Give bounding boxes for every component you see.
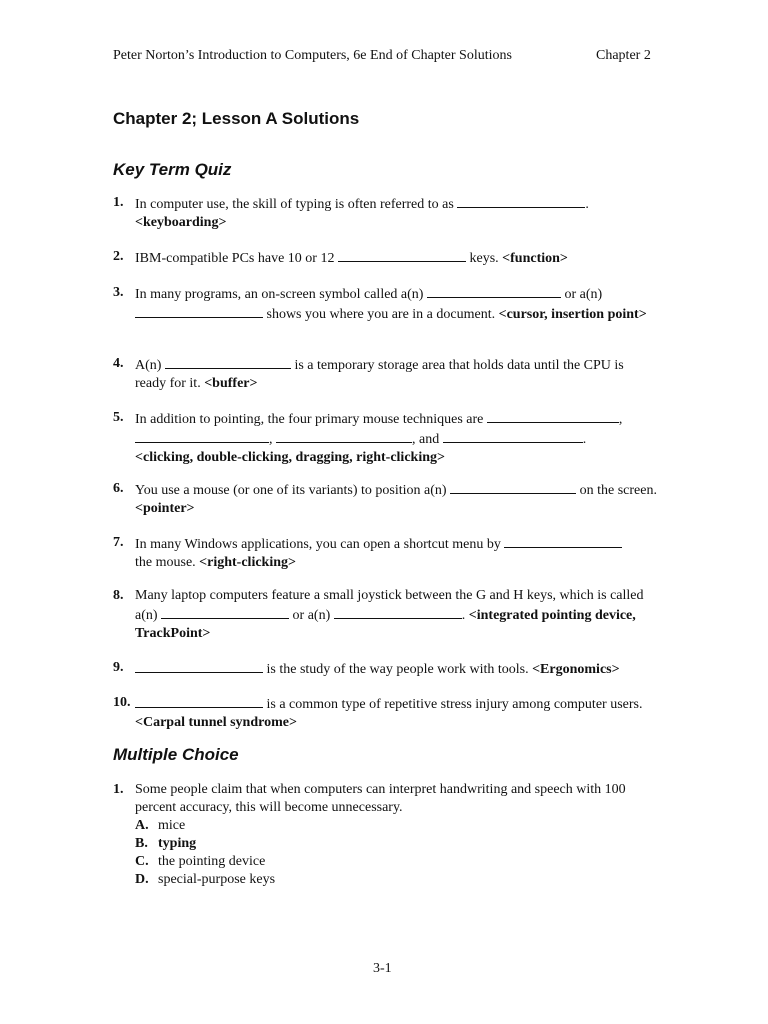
- page-number: 3-1: [373, 961, 392, 976]
- quiz-item: [113, 355, 658, 393]
- question-number: 1.: [113, 782, 124, 797]
- quiz-item-text: on the screen.: [579, 483, 657, 498]
- quiz-item: [113, 480, 658, 518]
- option-letter: D.: [135, 872, 149, 887]
- answer-blank: [427, 284, 561, 298]
- quiz-item-text: , and: [412, 432, 440, 447]
- answer-blank: [165, 355, 291, 369]
- running-header-chapter: Chapter 2: [596, 48, 651, 63]
- quiz-item-text: is the study of the way people work with tools.: [266, 662, 529, 677]
- quiz-answer: <integrated pointing device, TrackPoint>: [135, 608, 636, 641]
- quiz-item-text: or a(n): [292, 608, 331, 623]
- quiz-item-text: In many Windows applications, you can open a shortcut menu by: [135, 537, 501, 552]
- answer-blank: [135, 694, 263, 708]
- quiz-item-number: 3.: [113, 285, 124, 300]
- quiz-item-text: .: [582, 432, 587, 447]
- quiz-answer: <keyboarding>: [135, 215, 227, 230]
- quiz-answer: <cursor, insertion point>: [498, 307, 647, 322]
- option-letter: C.: [135, 854, 149, 869]
- quiz-item-text: is a common type of repetitive stress injury among computer users.: [266, 697, 643, 712]
- option-text: typing: [158, 836, 197, 851]
- quiz-item-number: 4.: [113, 356, 124, 371]
- option-letter: B.: [135, 836, 148, 851]
- option-text: mice: [158, 818, 186, 833]
- quiz-item-text: ,: [269, 432, 273, 447]
- quiz-answer: <Ergonomics>: [532, 662, 620, 677]
- quiz-item-number: 2.: [113, 249, 124, 264]
- option-letter: A.: [135, 818, 149, 833]
- quiz-item-number: 1.: [113, 195, 124, 210]
- quiz-item: [113, 248, 658, 268]
- quiz-item-text: You use a mouse (or one of its variants) to position a(n): [135, 483, 447, 498]
- answer-option-correct: [135, 835, 658, 853]
- quiz-item: [113, 587, 658, 643]
- quiz-item: [113, 284, 658, 324]
- quiz-item-text: shows you where you are in a document.: [266, 307, 496, 322]
- quiz-item: [113, 659, 658, 679]
- answer-blank: [276, 429, 412, 443]
- answer-blank: [487, 409, 619, 423]
- quiz-item-text: .: [585, 197, 589, 212]
- question-text: Some people claim that when computers can interpret handwriting and speech with 100 percent accuracy, this will become unnecessary.: [135, 782, 626, 815]
- quiz-item: [113, 409, 658, 467]
- answer-blank: [161, 605, 289, 619]
- quiz-item-text: In computer use, the skill of typing is often referred to as: [135, 197, 454, 212]
- option-text: special-purpose keys: [158, 872, 276, 887]
- quiz-item-number: 9.: [113, 660, 124, 675]
- quiz-item-text: In addition to pointing, the four primary mouse techniques are: [135, 412, 484, 427]
- quiz-item-text: the mouse.: [135, 555, 196, 570]
- option-text: the pointing device: [158, 854, 266, 869]
- quiz-item-text: A(n): [135, 358, 162, 373]
- answer-blank: [135, 659, 263, 673]
- multiple-choice-item: [113, 781, 658, 889]
- quiz-answer: <clicking, double-clicking, dragging, right-clicking>: [135, 450, 445, 465]
- answer-blank: [457, 194, 585, 208]
- quiz-item: [113, 534, 658, 572]
- quiz-item-number: 6.: [113, 481, 124, 496]
- quiz-item-text: is a temporary storage area that holds data until the CPU is ready for it.: [135, 358, 624, 391]
- quiz-item-number: 7.: [113, 535, 124, 550]
- quiz-answer: <right-clicking>: [199, 555, 296, 570]
- answer-blank: [504, 534, 622, 548]
- answer-blank: [450, 480, 576, 494]
- quiz-item-text: .: [461, 608, 466, 623]
- section-title-key-term-quiz: Key Term Quiz: [113, 160, 232, 179]
- quiz-answer: <function>: [502, 251, 568, 266]
- quiz-item-text: In many programs, an on-screen symbol called a(n): [135, 287, 424, 302]
- running-header-title: Peter Norton’s Introduction to Computers, 6e End of Chapter Solutions: [113, 48, 512, 63]
- quiz-item-number: 5.: [113, 410, 124, 425]
- quiz-answer: <pointer>: [135, 501, 195, 516]
- quiz-item-text: ,: [618, 412, 623, 427]
- answer-blank: [334, 605, 462, 619]
- quiz-answer: <buffer>: [204, 376, 258, 391]
- quiz-item-text: Many laptop computers feature a small joystick between the G and H keys, which is called a(n): [135, 588, 644, 623]
- section-title-multiple-choice: Multiple Choice: [113, 745, 239, 764]
- answer-blank: [443, 429, 583, 443]
- quiz-item-number: 8.: [113, 588, 124, 603]
- answer-blank: [135, 429, 269, 443]
- answer-option: [135, 817, 658, 835]
- quiz-item: [113, 694, 658, 732]
- quiz-item-text: keys.: [469, 251, 499, 266]
- quiz-item-number: 10.: [113, 695, 131, 710]
- answer-option: [135, 871, 658, 889]
- quiz-item-text: or a(n): [564, 287, 603, 302]
- answer-blank: [135, 304, 263, 318]
- answer-option: [135, 853, 658, 871]
- answer-blank: [338, 248, 466, 262]
- chapter-title: Chapter 2; Lesson A Solutions: [113, 109, 360, 128]
- quiz-item-text: IBM-compatible PCs have 10 or 12: [135, 251, 335, 266]
- quiz-answer: <Carpal tunnel syndrome>: [135, 715, 297, 730]
- quiz-item: [113, 194, 658, 232]
